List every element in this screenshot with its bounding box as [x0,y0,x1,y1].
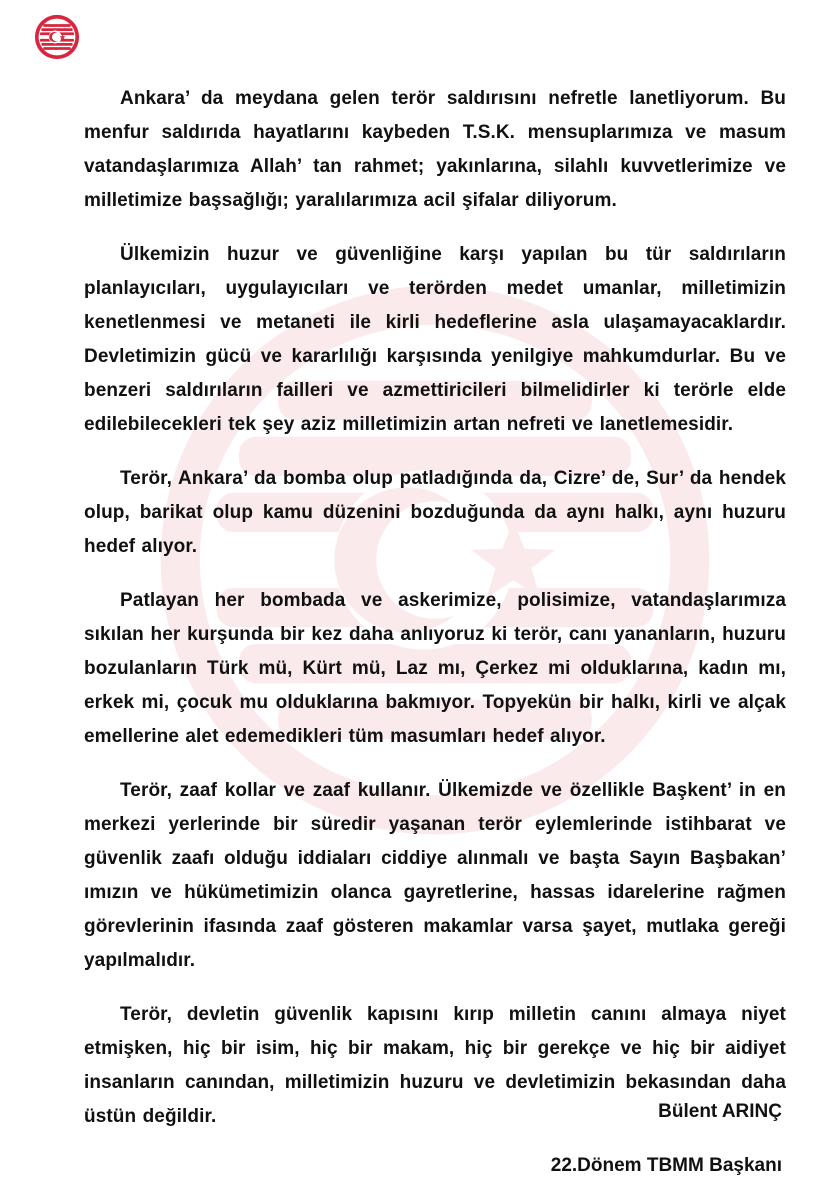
signature-name: Bülent ARINÇ [658,1101,782,1122]
paragraph: Ankara’ da meydana gelen terör saldırısını nefretle lanetliyorum. Bu menfur saldırıda hayatlarını kaybeden T.S.K. mensuplarımıza ve masum vatandaşlarımıza Allah’ tan rahmet; yakınlarına, silahlı kuvvetlerimize ve milletimize başsağlığı; yaralılarımıza acil şifalar diliyorum. [84,88,786,211]
paragraph: Terör, zaaf kollar ve zaaf kullanır. Ülkemizde ve özellikle Başkent’ in en merkezi yerlerinde bir süredir yaşanan terör eylemlerinde istihbarat ve güvenlik zaafı olduğu iddiaları ciddiye alınmalı ve başta Sayın Başbakan’ ımızın ve hükümetimizin olanca gayretlerine, hassas idarelerine rağmen görevlerinin ifasında zaaf gösteren makamlar varsa şayet, mutlaka gereği yapılmalıdır. [84,780,786,971]
paragraph: Patlayan her bombada ve askerimize, polisimize, vatandaşlarımıza sıkılan her kurşunda bir kez daha anlıyoruz ki terör, canı yananların, huzuru bozulanların Türk mü, Kürt mü, Laz mı, Çerkez mi olduklarına, kadın mı, erkek mi, çocuk mu olduklarına bakmıyor. Topyekün bir halkı, kirli ve alçak emellerine alet edemedikleri tüm masumları hedef alıyor. [84,590,786,747]
paragraph: Terör, devletin güvenlik kapısını kırıp milletin canını almaya niyet etmişken, hiç bir isim, hiç bir makam, hiç bir gerekçe ve hiç bir aidiyet insanların canından, milletimizin huzuru ve devletimizin bekasından daha üstün değildir. [84,1004,786,1127]
paragraph: Terör, Ankara’ da bomba olup patladığında da, Cizre’ de, Sur’ da hendek olup, barikat olup kamu düzenini bozduğunda da aynı halkı, aynı huzuru hedef alıyor. [84,468,786,557]
statement-body [84,82,786,1154]
paragraph: Ülkemizin huzur ve güvenliğine karşı yapılan bu tür saldırıların planlayıcıları, uygulayıcıları ve terörden medet umanlar, milletimizin kenetlenmesi ve metaneti ile kirli hedeflerine asla ulaşamayacaklardır. Devletimizin gücü ve kararlılığı karşısında yenilgiye mahkumdurlar. Bu ve benzeri saldırıların failleri ve azmettiricileri bilmelidirler ki terörle elde edilebilecekleri tek şey aziz milletimizin artan nefreti ve lanetlemesidir. [84,244,786,435]
signature-title: 22.Dönem TBMM Başkanı [550,1155,782,1176]
tbmm-emblem-icon [34,14,80,60]
